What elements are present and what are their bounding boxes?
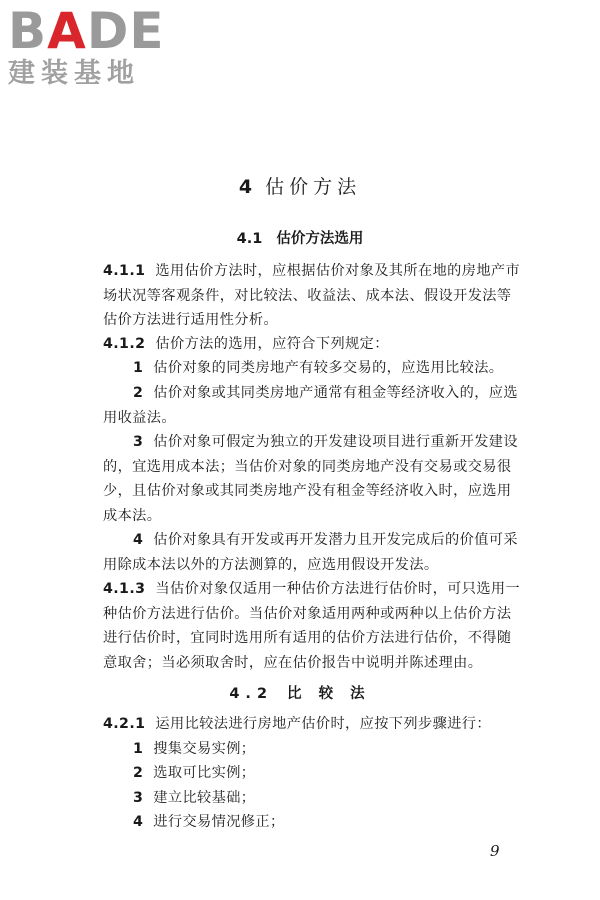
list-item: 1 搜集交易实例； xyxy=(133,741,256,757)
logo-wordmark: BADE xyxy=(8,2,165,60)
list-item: 3 建立比较基础； xyxy=(133,790,256,806)
list-item: 2 估价对象或其同类房地产通常有租金等经济收入的，应选用收益法。 xyxy=(103,385,518,426)
list-item: 4 估价对象具有开发或再开发潜力且开发完成后的价值可采用除成本法以外的方法测算的，应选用假设开发法。 xyxy=(103,532,518,573)
page-number: 9 xyxy=(490,842,500,860)
bade-logo xyxy=(8,2,178,90)
list-item: 4 进行交易情况修正； xyxy=(133,814,285,830)
section-title: 4.1 估价方法选用 xyxy=(236,231,364,247)
list-item: 1 估价对象的同类房地产有较多交易的，应选用比较法。 xyxy=(133,360,504,376)
list-item: 3 估价对象可假定为独立的开发建设项目进行重新开发建设的，宜选用成本法；当估价对象的同类房地产没有交易或交易很少，且估价对象或其同类房地产没有租金等经济收入时，应选用成本法。 xyxy=(103,434,518,524)
section-title: 4.2 比 较 法 xyxy=(229,686,371,702)
chapter-title: 4 估价方法 xyxy=(238,176,362,198)
clause-4-1-1: 4.1.1 选用估价方法时，应根据估价对象及其所在地的房地产市场状况等客观条件，对比较法、收益法、成本法、假设开发法等估价方法进行适用性分析。 xyxy=(103,263,521,328)
clause-4-1-2: 4.1.2 估价方法的选用，应符合下列规定： xyxy=(103,336,389,352)
logo-subtitle: 建装基地 xyxy=(8,58,140,89)
clause-4-1-3: 4.1.3 当估价对象仅适用一种估价方法进行估价时，可只选用一种估价方法进行估价。当估价对象适用两种或两种以上估价方法进行估价时，宜同时选用所有适用的估价方法进行估价，不得随意取舍；当必须取舍时，应在估价报告中说明并陈述理由。 xyxy=(103,581,521,671)
list-item: 2 选取可比实例； xyxy=(133,765,256,781)
clause-4-2-1: 4.2.1 运用比较法进行房地产估价时，应按下列步骤进行： xyxy=(103,716,491,732)
